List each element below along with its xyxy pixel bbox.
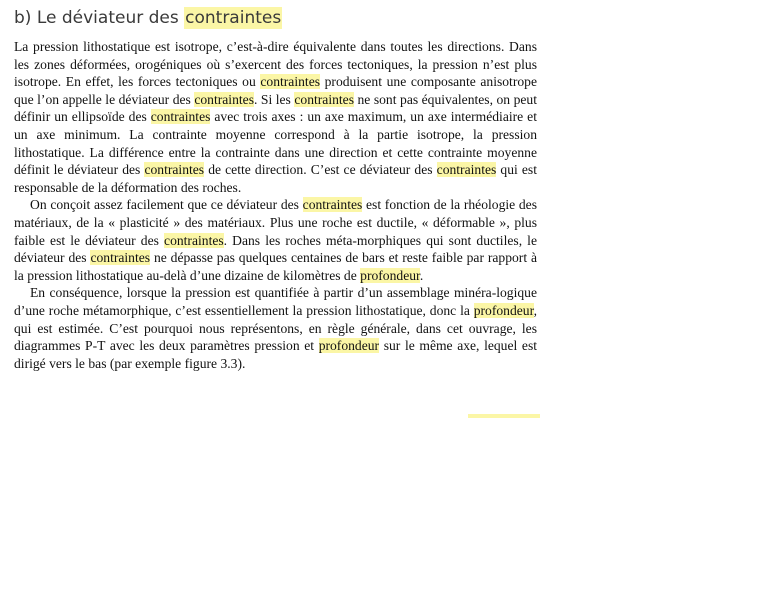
paragraph <box>14 196 537 284</box>
text-run: est fonction de la rhéologie des matériaux, de la « plasticité » des matériaux. Plus une roche est ductile, « déformable », plus faible est le déviateur des <box>14 197 537 248</box>
section-heading <box>14 8 282 28</box>
highlighted-term: contraintes <box>144 162 205 178</box>
text-run: de cette direction. C’est ce déviateur des <box>204 162 437 178</box>
highlighted-term: contraintes <box>194 91 254 107</box>
body-text <box>14 38 537 372</box>
text-run: ne dépasse pas quelques centaines de bars et reste faible par rapport à la pression lithostatique au-delà d’une dizaine de kilomètres de <box>14 250 537 283</box>
text-run: La pression lithostatique est isotrope, c’est-à-dire équivalente dans toutes les directions. Dans les zones déformées, orogéniques où s’exercent des forces tectoniques, la pression n’est plus isotrope. En effet, les forces tectoniques ou <box>14 39 537 90</box>
highlighted-term: contraintes <box>164 232 224 248</box>
highlighted-term: contraintes <box>90 250 151 266</box>
text-run: . Dans les roches méta-morphiques qui sont ductiles, le déviateur des <box>14 232 537 266</box>
text-run: avec trois axes : un axe maximum, un axe intermédiaire et un axe minimum. La contrainte moyenne correspond à la partie isotrope, la pression lithostatique. La différence entre la contrainte dans une direction et cette contrainte moyenne définit le déviateur des <box>14 109 537 178</box>
text-run: , qui est estimée. C’est pourquoi nous représentons, en règle générale, dans cet ouvrage, les diagrammes P-T avec les deux paramètres pression et <box>14 302 537 354</box>
highlighted-term: profondeur <box>360 267 420 283</box>
highlighted-term: profondeur <box>318 338 380 354</box>
text-run: . Si les <box>253 91 295 107</box>
paragraph <box>14 284 537 372</box>
highlight-mark <box>468 414 540 418</box>
text-run: . <box>419 267 424 283</box>
highlighted-term: contraintes <box>436 162 497 178</box>
text-run: On conçoit assez facilement que ce déviateur des <box>30 197 303 213</box>
text-run: ne sont pas équivalentes, on peut définir un ellipsoïde des <box>14 91 538 125</box>
text-run: qui est responsable de la déformation des roches. <box>14 162 537 195</box>
section-heading-highlight: contraintes <box>185 8 282 28</box>
text-run: En conséquence, lorsque la pression est quantifiée à partir d’un assemblage minéra-logique d’une roche métamorphique, c’est essentiellement la pression lithostatique, donc la <box>14 285 537 318</box>
text-run: sur le même axe, lequel est dirigé vers le bas (par exemple figure 3.3). <box>14 338 538 371</box>
highlighted-term: contraintes <box>150 109 211 125</box>
highlighted-term: contraintes <box>294 91 354 107</box>
highlighted-term: profondeur <box>473 302 534 318</box>
text-run: produisent une composante anisotrope que l’on appelle le déviateur des <box>14 74 537 107</box>
highlighted-term: contraintes <box>302 197 363 213</box>
highlighted-term: contraintes <box>260 74 321 90</box>
section-heading-text: b) Le déviateur des <box>14 8 185 28</box>
paragraph <box>14 38 537 196</box>
